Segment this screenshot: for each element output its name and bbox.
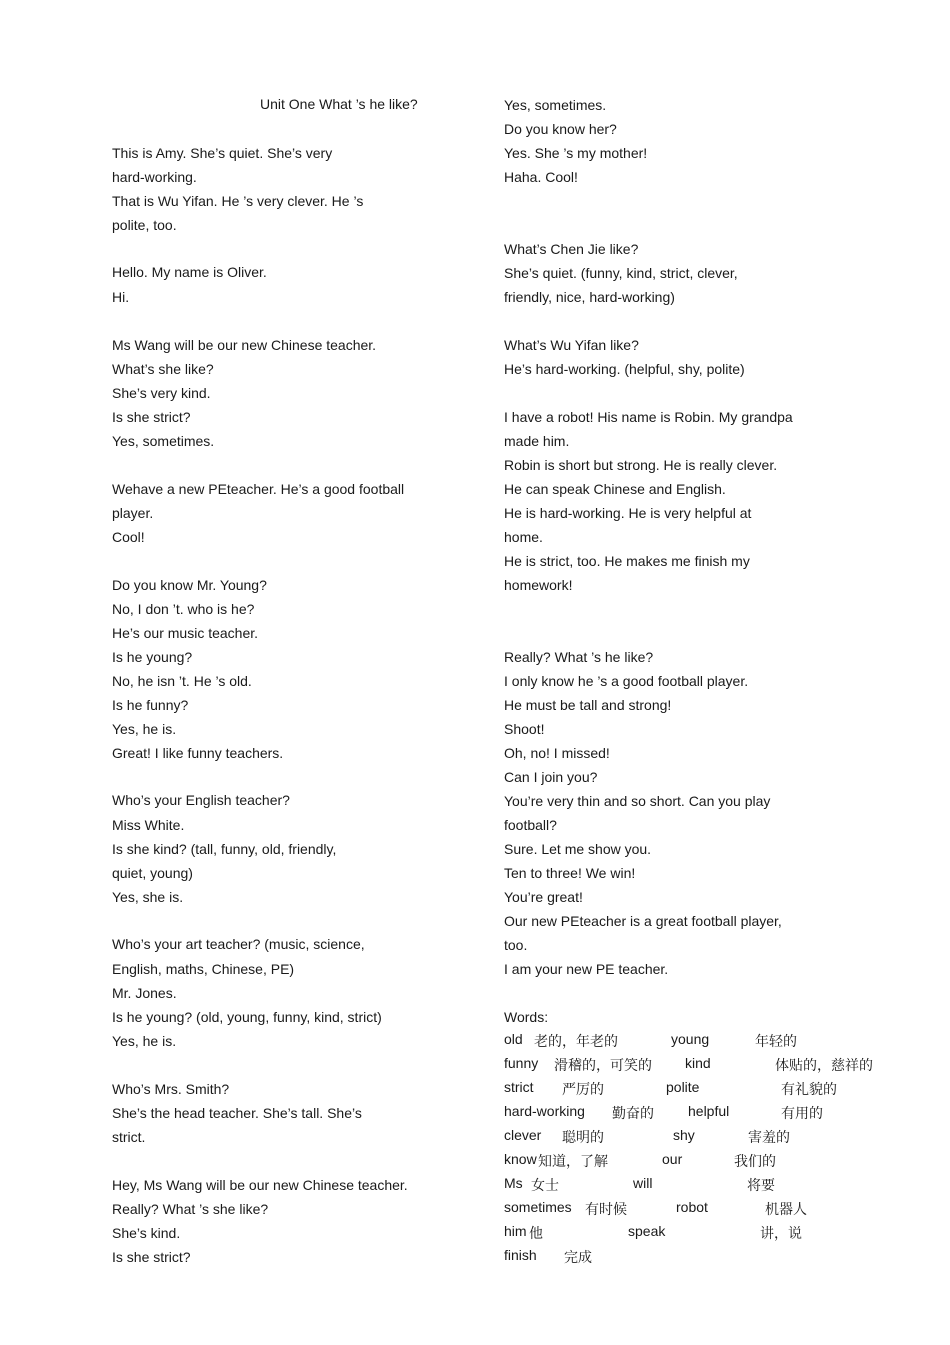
text-line: Is she strict? xyxy=(112,409,191,425)
vocab-meaning: 害羞的 xyxy=(748,1129,790,1145)
text-line: You’re very thin and so short. Can you play xyxy=(504,793,771,809)
text-line: She’s the head teacher. She’s tall. She’s xyxy=(112,1105,362,1121)
text-line: Who’s Mrs. Smith? xyxy=(112,1081,230,1097)
vocab-meaning: 将要 xyxy=(747,1177,775,1193)
text-line: He is hard-working. He is very helpful at xyxy=(504,505,752,521)
text-line: Oh, no! I missed! xyxy=(504,745,610,761)
text-line: homework! xyxy=(504,577,573,593)
vocab-meaning: 机器人 xyxy=(765,1201,807,1217)
text-line: Who’s your English teacher? xyxy=(112,792,290,808)
vocab-meaning: 严厉的 xyxy=(562,1081,604,1097)
text-line: No, I don ’t. who is he? xyxy=(112,601,255,617)
vocab-meaning: 我们的 xyxy=(734,1153,776,1169)
text-line: Our new PEteacher is a great football player, xyxy=(504,913,782,929)
vocab-word: robot xyxy=(676,1199,708,1215)
text-line: polite, too. xyxy=(112,217,177,233)
text-line: Cool! xyxy=(112,529,145,545)
text-line: hard-working. xyxy=(112,169,197,185)
text-line: Sure. Let me show you. xyxy=(504,841,652,857)
text-line: Yes, sometimes. xyxy=(504,97,607,113)
text-line: Who’s your art teacher? (music, science, xyxy=(112,936,365,952)
vocab-meaning: 有时候 xyxy=(585,1201,627,1217)
vocab-row xyxy=(504,1079,866,1096)
vocab-word: him xyxy=(504,1223,527,1239)
text-line: Yes, he is. xyxy=(112,721,177,737)
text-line: Hey, Ms Wang will be our new Chinese teacher. xyxy=(112,1177,408,1193)
vocab-word: young xyxy=(671,1031,710,1047)
text-line: Is he young? (old, young, funny, kind, strict) xyxy=(112,1009,382,1025)
text-line: Do you know Mr. Young? xyxy=(112,577,267,593)
vocab-word: our xyxy=(662,1151,683,1167)
vocab-row xyxy=(504,1103,866,1120)
text-line: football? xyxy=(504,817,557,833)
vocab-word: strict xyxy=(504,1079,534,1095)
text-line: Do you know her? xyxy=(504,121,617,137)
vocab-word: funny xyxy=(504,1055,539,1071)
text-line: She’s quiet. (funny, kind, strict, clever, xyxy=(504,265,738,281)
vocab-word: know xyxy=(504,1151,537,1167)
text-line: Is he young? xyxy=(112,649,193,665)
text-line: Shoot! xyxy=(504,721,545,737)
text-line: home. xyxy=(504,529,543,545)
vocab-meaning: 老的，年老的 xyxy=(534,1033,618,1049)
vocab-row xyxy=(504,1199,866,1216)
text-line: What’s Chen Jie like? xyxy=(504,241,639,257)
text-line: Haha. Cool! xyxy=(504,169,578,185)
text-line: English, maths, Chinese, PE) xyxy=(112,961,295,977)
text-line: Hello. My name is Oliver. xyxy=(112,264,267,280)
text-line: friendly, nice, hard-working) xyxy=(504,289,675,305)
vocab-word: clever xyxy=(504,1127,542,1143)
vocab-meaning: 勤奋的 xyxy=(612,1105,654,1121)
vocab-word: sometimes xyxy=(504,1199,572,1215)
text-line: Miss White. xyxy=(112,817,185,833)
vocab-word: old xyxy=(504,1031,523,1047)
vocab-word: polite xyxy=(666,1079,700,1095)
text-line: He is strict, too. He makes me finish my xyxy=(504,553,750,569)
vocab-row xyxy=(504,1223,866,1240)
text-line: Can I join you? xyxy=(504,769,598,785)
vocab-word: speak xyxy=(628,1223,666,1239)
text-line: Yes, she is. xyxy=(112,889,184,905)
text-line: Hi. xyxy=(112,289,130,305)
vocab-row xyxy=(504,1055,873,1073)
vocab-meaning: 他 xyxy=(529,1225,543,1241)
vocab-meaning: 女士 xyxy=(531,1177,559,1193)
vocab-meaning: 年轻的 xyxy=(755,1033,797,1049)
text-line: quiet, young) xyxy=(112,865,193,881)
vocab-word: finish xyxy=(504,1247,537,1263)
text-line: Mr. Jones. xyxy=(112,985,177,1001)
text-line: player. xyxy=(112,505,154,521)
vocab-meaning: 聪明的 xyxy=(562,1129,604,1145)
vocab-row xyxy=(504,1247,866,1264)
text-line: I only know he ’s a good football player. xyxy=(504,673,749,689)
vocab-meaning: 有礼貌的 xyxy=(781,1081,837,1097)
text-line: Wehave a new PEteacher. He’s a good football xyxy=(112,481,405,497)
text-line: Yes. She ’s my mother! xyxy=(504,145,648,161)
text-line: I have a robot! His name is Robin. My grandpa xyxy=(504,409,793,425)
text-line: What’s Wu Yifan like? xyxy=(504,337,639,353)
vocab-row xyxy=(504,1031,866,1048)
vocab-row xyxy=(504,1151,866,1168)
text-line: Yes, he is. xyxy=(112,1033,177,1049)
text-line: No, he isn ’t. He ’s old. xyxy=(112,673,252,689)
text-line: Ms Wang will be our new Chinese teacher. xyxy=(112,337,377,353)
page-title: Unit One What ’s he like? xyxy=(260,96,418,112)
text-line: Really? What ’s she like? xyxy=(112,1201,269,1217)
vocab-meaning: 讲，说 xyxy=(760,1225,802,1241)
text-line: That is Wu Yifan. He ’s very clever. He ’s xyxy=(112,193,364,209)
text-line: Is he funny? xyxy=(112,697,189,713)
text-line: Great! I like funny teachers. xyxy=(112,745,284,761)
text-line: Ten to three! We win! xyxy=(504,865,636,881)
text-line: He must be tall and strong! xyxy=(504,697,672,713)
vocab-meaning: 有用的 xyxy=(781,1105,823,1121)
text-line: She’s kind. xyxy=(112,1225,181,1241)
text-line: I am your new PE teacher. xyxy=(504,961,669,977)
vocab-meaning: 完成 xyxy=(564,1249,592,1265)
text-line: This is Amy. She’s quiet. She’s very xyxy=(112,145,333,161)
vocab-meaning: 体贴的，慈祥的 xyxy=(775,1057,873,1073)
vocab-word: shy xyxy=(673,1127,695,1143)
text-line: Is she kind? (tall, funny, old, friendly, xyxy=(112,841,337,857)
text-line: too. xyxy=(504,937,528,953)
text-line: You’re great! xyxy=(504,889,583,905)
vocab-meaning: 滑稽的，可笑的 xyxy=(554,1057,652,1073)
text-line: Really? What ’s he like? xyxy=(504,649,654,665)
vocab-word: will xyxy=(633,1175,653,1191)
text-line: Yes, sometimes. xyxy=(112,433,215,449)
text-line: made him. xyxy=(504,433,570,449)
text-line: strict. xyxy=(112,1129,146,1145)
vocab-row xyxy=(504,1175,866,1192)
text-line: He’s our music teacher. xyxy=(112,625,259,641)
text-line: Words: xyxy=(504,1009,549,1025)
vocab-word: helpful xyxy=(688,1103,730,1119)
vocab-meaning: 知道，了解 xyxy=(538,1153,608,1169)
text-line: He’s hard-working. (helpful, shy, polite) xyxy=(504,361,745,377)
vocab-word: hard-working xyxy=(504,1103,585,1119)
text-line: Is she strict? xyxy=(112,1249,191,1265)
text-line: He can speak Chinese and English. xyxy=(504,481,726,497)
vocab-row xyxy=(504,1127,866,1144)
text-line: What’s she like? xyxy=(112,361,214,377)
text-line: She’s very kind. xyxy=(112,385,211,401)
vocab-word: kind xyxy=(685,1055,711,1071)
vocab-word: Ms xyxy=(504,1175,523,1191)
text-line: Robin is short but strong. He is really clever. xyxy=(504,457,778,473)
